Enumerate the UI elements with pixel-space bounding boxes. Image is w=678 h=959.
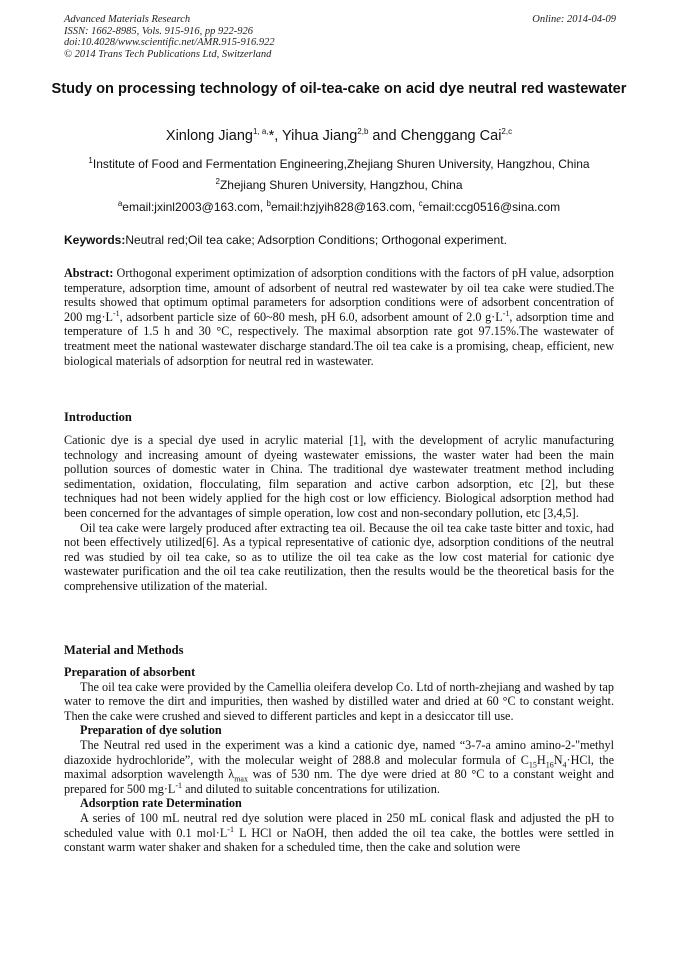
rate-heading: Adsorption rate Determination: [80, 796, 242, 811]
intro-paragraph-1: Cationic dye is a special dye used in acrylic material [1], with the development of acrylic manufacturing technology and increasing amount of dyeing wastewater emissions, the waster water had been the main pollution sources of domestic water in China. The traditional dye wastewater treatment method including sedimentation, oxidation, flocculating, film separation and active carbon adsorption, etc [2], but these techniques had not been widely applied for the high cost or low efficiency. Biological adsorption method had been concerned for the advantages of simple operation, low cost and non-secondary pollution, etc [3,4,5].: [64, 433, 614, 520]
dye-text: and diluted to suitable concentrations for utilization.: [182, 781, 440, 796]
rate-paragraph: [64, 811, 614, 855]
email-mark: b: [266, 199, 271, 208]
abstract: [64, 266, 614, 368]
keywords-label: Keywords:: [64, 233, 126, 247]
subscript: 16: [545, 760, 554, 769]
author-name: Xinlong Jiang: [165, 128, 253, 144]
dye-text: ·HCl, the maximal adsorption wavelength λ: [64, 752, 614, 782]
copyright-line: © 2014 Trans Tech Publications Ltd, Switzerland: [64, 48, 272, 60]
abstract-text: Orthogonal experiment optimization of adsorption conditions with the factors of pH value, adsorption temperature, adsorption time, amount of adsorbent of neutral red wastewater by oil tea cake were studied.The results showed that optimum optimal parameters for adsorption conditions were of adsorbent concentration of 200 mg·L: [64, 266, 614, 324]
subscript: max: [234, 774, 248, 784]
superscript: -1: [112, 308, 120, 318]
abstract-text: , adsorbent particle size of 60~80 mesh, pH 6.0, adsorbent amount of 2.0 g·L: [119, 309, 503, 324]
intro-paragraph-2: Oil tea cake were largely produced after extracting tea oil. Because the oil tea cake taste bitter and toxic, had not been effectively utilized[6]. As a typical representative of cationic dye, adsorption conditions of the neutral red was studied by oil tea cake, so as to utilize the oil tea cake as the low cost material for cationic dye wastewater purification and the oil tea cake reutilization, then the results would be the theoretical basis for the comprehensive utilization of the material.: [64, 520, 614, 593]
abstract-label: Abstract:: [64, 266, 114, 280]
affil-text: Institute of Food and Fermentation Engineering,Zhejiang Shuren University, Hangzhou, China: [92, 157, 590, 171]
introduction-body: [64, 433, 614, 594]
introduction-heading: Introduction: [64, 410, 132, 424]
author-separator: and: [368, 128, 401, 144]
journal-name: Advanced Materials Research: [64, 14, 191, 25]
rate-text: A series of 100 mL neutral red dye solution were placed in 250 mL conical flask and adjusted the pH to scheduled value with 0.1 mol·L: [64, 810, 614, 840]
superscript: -1: [502, 308, 510, 318]
dye-text: The Neutral red used in the experiment was a kind a cationic dye, named “3-7-a amino amino-2-"methyl diazoxide hydrochloride”, with the molecular weight of 288.8 and molecular formula of C: [64, 737, 614, 767]
affil-text: Zhejiang Shuren University, Hangzhou, China: [219, 178, 463, 192]
author-list: [0, 128, 678, 144]
email-text: email:jxinl2003@163.com,: [122, 200, 267, 214]
paper-title: Study on processing technology of oil-tea-cake on acid dye neutral red wastewater: [51, 81, 627, 97]
formula-element: H: [536, 752, 546, 767]
email-mark: a: [117, 199, 123, 208]
issn-line: ISSN: 1662-8985, Vols. 915-916, pp 922-926: [64, 25, 253, 37]
corresponding-mark: *: [268, 128, 275, 144]
journal-header: [64, 14, 616, 60]
author-affil-mark: 1, a,: [252, 127, 269, 137]
email-mark: c: [418, 199, 423, 208]
doi-line: doi:10.4028/www.scientific.net/AMR.915-916.922: [64, 37, 275, 48]
affil-mark: 2: [215, 177, 220, 186]
superscript: -1: [175, 780, 183, 790]
keywords: [64, 233, 616, 247]
rate-text: L HCl or NaOH, then added the oil tea cake, the bottles were settled in constant warm water shaker and shaken for a scheduled time, then the cake and solution were: [64, 825, 614, 855]
author-affil-mark: 2,b: [357, 127, 369, 137]
email-text: email:hzjyih828@163.com,: [271, 200, 419, 214]
affiliation-1: [0, 157, 678, 171]
subscript: 4: [562, 760, 567, 769]
dye-paragraph: [64, 738, 614, 796]
author-affil-mark: 2,c: [501, 127, 513, 137]
author-name: Chenggang Cai: [400, 128, 502, 144]
author-name: Yihua Jiang: [282, 128, 358, 144]
email-line: [0, 200, 678, 214]
online-date: Online: 2014-04-09: [532, 14, 616, 25]
email-text: email:ccg0516@sina.com: [422, 200, 561, 214]
absorbent-heading: Preparation of absorbent: [64, 665, 196, 679]
formula-element: N: [553, 752, 563, 767]
affil-mark: 1: [88, 156, 93, 165]
superscript: -1: [227, 824, 234, 834]
methods-heading: Material and Methods: [64, 643, 184, 657]
author-separator: ,: [274, 128, 283, 144]
abstract-text: , adsorption time and temperature of 1.5 h and 30 °C, respectively. The maximal absorption rate got 97.15%.The wastewater of treatment meet the national wastewater discharge standard.The oil tea cake is a promising, cheap, efficient, new biological materials of adsorption for neutral red in wastewater.: [64, 309, 614, 368]
dye-text: was of 530 nm. The dye were dried at 80 °C to a constant weight and prepared for 500 mg·L: [64, 767, 615, 796]
keywords-text: Neutral red;Oil tea cake; Adsorption Conditions; Orthogonal experiment.: [125, 233, 507, 247]
subscript: 15: [528, 760, 537, 769]
absorbent-paragraph: The oil tea cake were provided by the Camellia oleifera develop Co. Ltd of north-zhejiang and washed by tap water to remove the dirt and impurities, then washed by distilled water and dried at 60 °C to constant weight. Then the cake were crushed and sieved to different particles and kept in a desiccator till use.: [64, 679, 614, 723]
methods-body: [64, 665, 614, 855]
dye-heading: Preparation of dye solution: [80, 723, 222, 738]
affiliation-2: [0, 178, 678, 192]
